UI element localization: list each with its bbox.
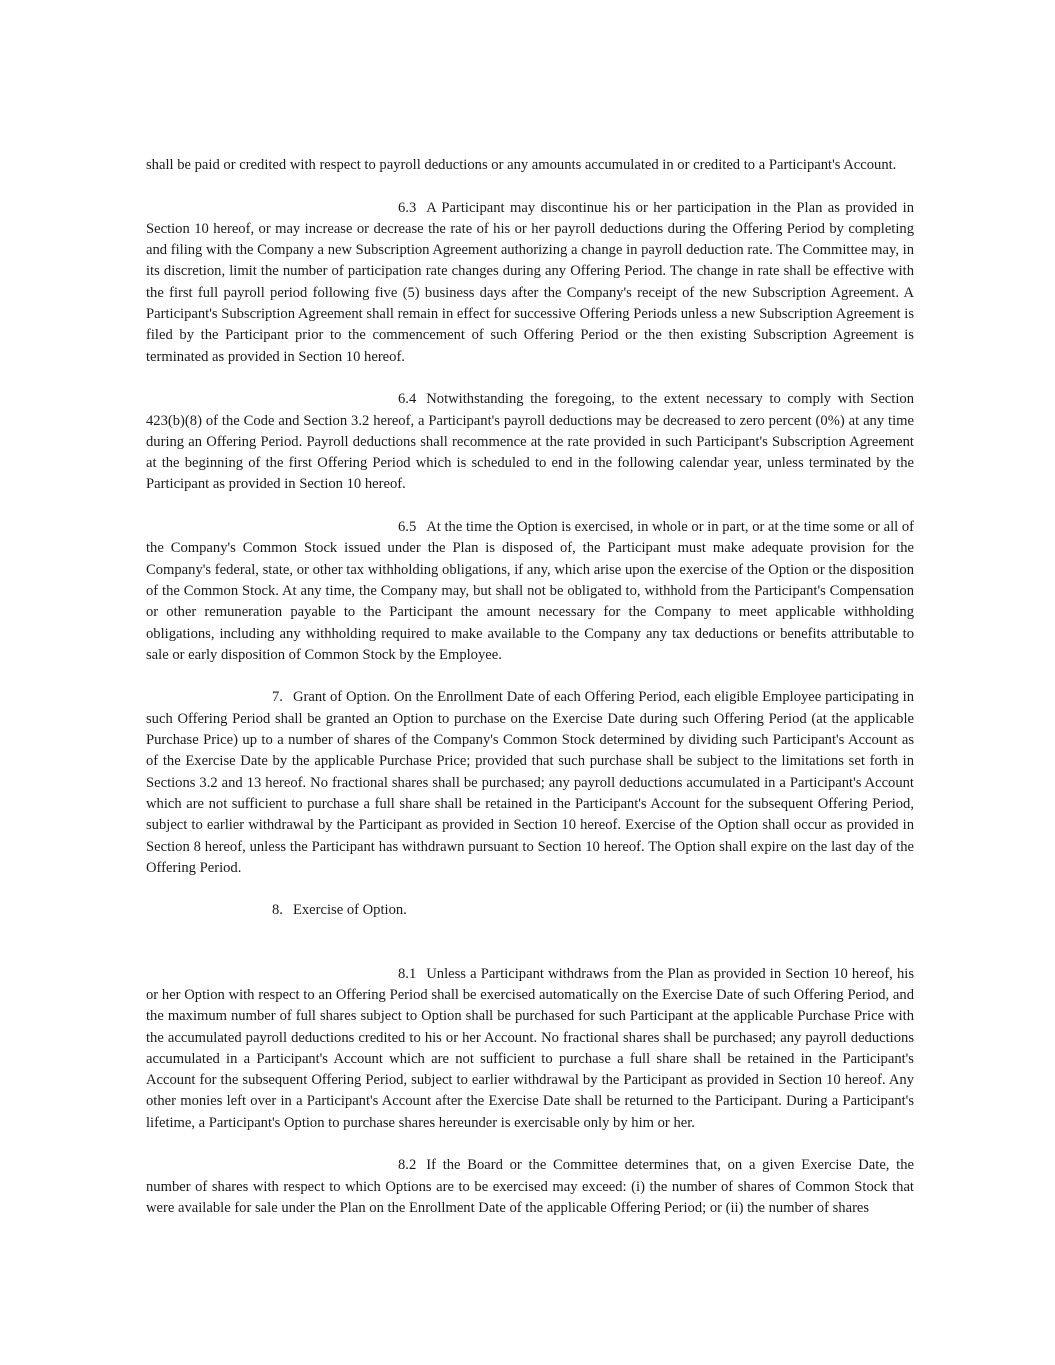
section-number: 8.2: [398, 1157, 417, 1174]
paragraph-text: If the Board or the Committee determines that, on a given Exercise Date, the number of shares with respect to which Options are to be exercised may exceed: (i) the number of shares of Common Stock that were available for sale under the Plan on the Enrollment Date of the applicable Offering Period; or (ii) the number of shares: [146, 1157, 914, 1216]
section-title: Exercise of Option.: [292, 902, 407, 919]
paragraph-6-3: [146, 198, 914, 368]
paragraph-8-2: [146, 1155, 914, 1219]
section-8-heading: [146, 900, 914, 921]
section-number: 8.1: [398, 965, 417, 982]
paragraph-continuation: shall be paid or credited with respect to payroll deductions or any amounts accumulated in or credited to a Participant's Account.: [146, 157, 897, 173]
section-number: 8.: [272, 902, 283, 919]
document-page: [146, 155, 914, 1241]
paragraph-8-1: [146, 964, 914, 1134]
paragraph-text: Grant of Option. On the Enrollment Date of each Offering Period, each eligible Employee participating in such Offering Period shall be granted an Option to purchase on the Exercise Date during such Offering Period (at the applicable Purchase Price) up to a number of shares of the Company's Common Stock determined by dividing such Participant's Account as of the Exercise Date by the applicable Purchase Price; provided that such purchase shall be subject to the limitations set forth in Sections 3.2 and 13 hereof. No fractional shares shall be purchased; any payroll deductions accumulated in a Participant's Account which are not sufficient to purchase a full share shall be retained in the Participant's Account for the subsequent Offering Period, subject to earlier withdrawal by the Participant as provided in Section 10 hereof. Exercise of the Option shall occur as provided in Section 8 hereof, unless the Participant has withdrawn pursuant to Section 10 hereof. The Option shall expire on the last day of the Offering Period.: [146, 689, 914, 876]
paragraph-text: Unless a Participant withdraws from the Plan as provided in Section 10 hereof, his or her Option with respect to an Offering Period shall be exercised automatically on the Exercise Date of such Offering Period, and the maximum number of full shares subject to Option shall be purchased for such Participant at the applicable Purchase Price with the accumulated payroll deductions credited to his or her Account. No fractional shares shall be purchased; any payroll deductions accumulated in a Participant's Account which are not sufficient to purchase a full share shall be retained in the Participant's Account for the subsequent Offering Period, subject to earlier withdrawal by the Participant as provided in Section 10 hereof. Any other monies left over in a Participant's Account after the Exercise Date shall be returned to the Participant. During a Participant's lifetime, a Participant's Option to purchase shares hereunder is exercisable only by him or her.: [146, 965, 914, 1131]
paragraph-text: A Participant may discontinue his or her participation in the Plan as provided in Section 10 hereof, or may increase or decrease the rate of his or her payroll deductions during the Offering Period by completing and filing with the Company a new Subscription Agreement authorizing a change in payroll deduction rate. The Committee may, in its discretion, limit the number of participation rate changes during any Offering Period. The change in rate shall be effective with the first full payroll period following five (5) business days after the Company's receipt of the new Subscription Agreement. A Participant's Subscription Agreement shall remain in effect for successive Offering Periods unless a new Subscription Agreement is filed by the Participant prior to the commencement of such Offering Period or the then existing Subscription Agreement is terminated as provided in Section 10 hereof.: [146, 199, 914, 365]
paragraph-6-4: [146, 389, 914, 495]
paragraph-text: Notwithstanding the foregoing, to the extent necessary to comply with Section 423(b)(8) of the Code and Section 3.2 hereof, a Participant's payroll deductions may be decreased to zero percent (0%) at any time during an Offering Period. Payroll deductions shall recommence at the rate provided in such Participant's Subscription Agreement at the beginning of the first Offering Period which is scheduled to end in the following calendar year, unless terminated by the Participant as provided in Section 10 hereof.: [146, 391, 914, 493]
section-number: 6.4: [398, 391, 417, 408]
paragraph-7-grant-of-option: [146, 687, 914, 879]
section-number: 7.: [272, 689, 283, 706]
section-number: 6.3: [398, 199, 417, 216]
paragraph-6-5: [146, 517, 914, 666]
section-number: 6.5: [398, 519, 417, 536]
paragraph-text: At the time the Option is exercised, in whole or in part, or at the time some or all of the Company's Common Stock issued under the Plan is disposed of, the Participant must make adequate provision for the Company's federal, state, or other tax withholding obligations, if any, which arise upon the exercise of the Option or the disposition of the Common Stock. At any time, the Company may, but shall not be obligated to, withhold from the Participant's Compensation or other remuneration payable to the Participant the amount necessary for the Company to meet applicable withholding obligations, including any withholding required to make available to the Company any tax deductions or benefits attributable to sale or early disposition of Common Stock by the Employee.: [146, 519, 914, 663]
